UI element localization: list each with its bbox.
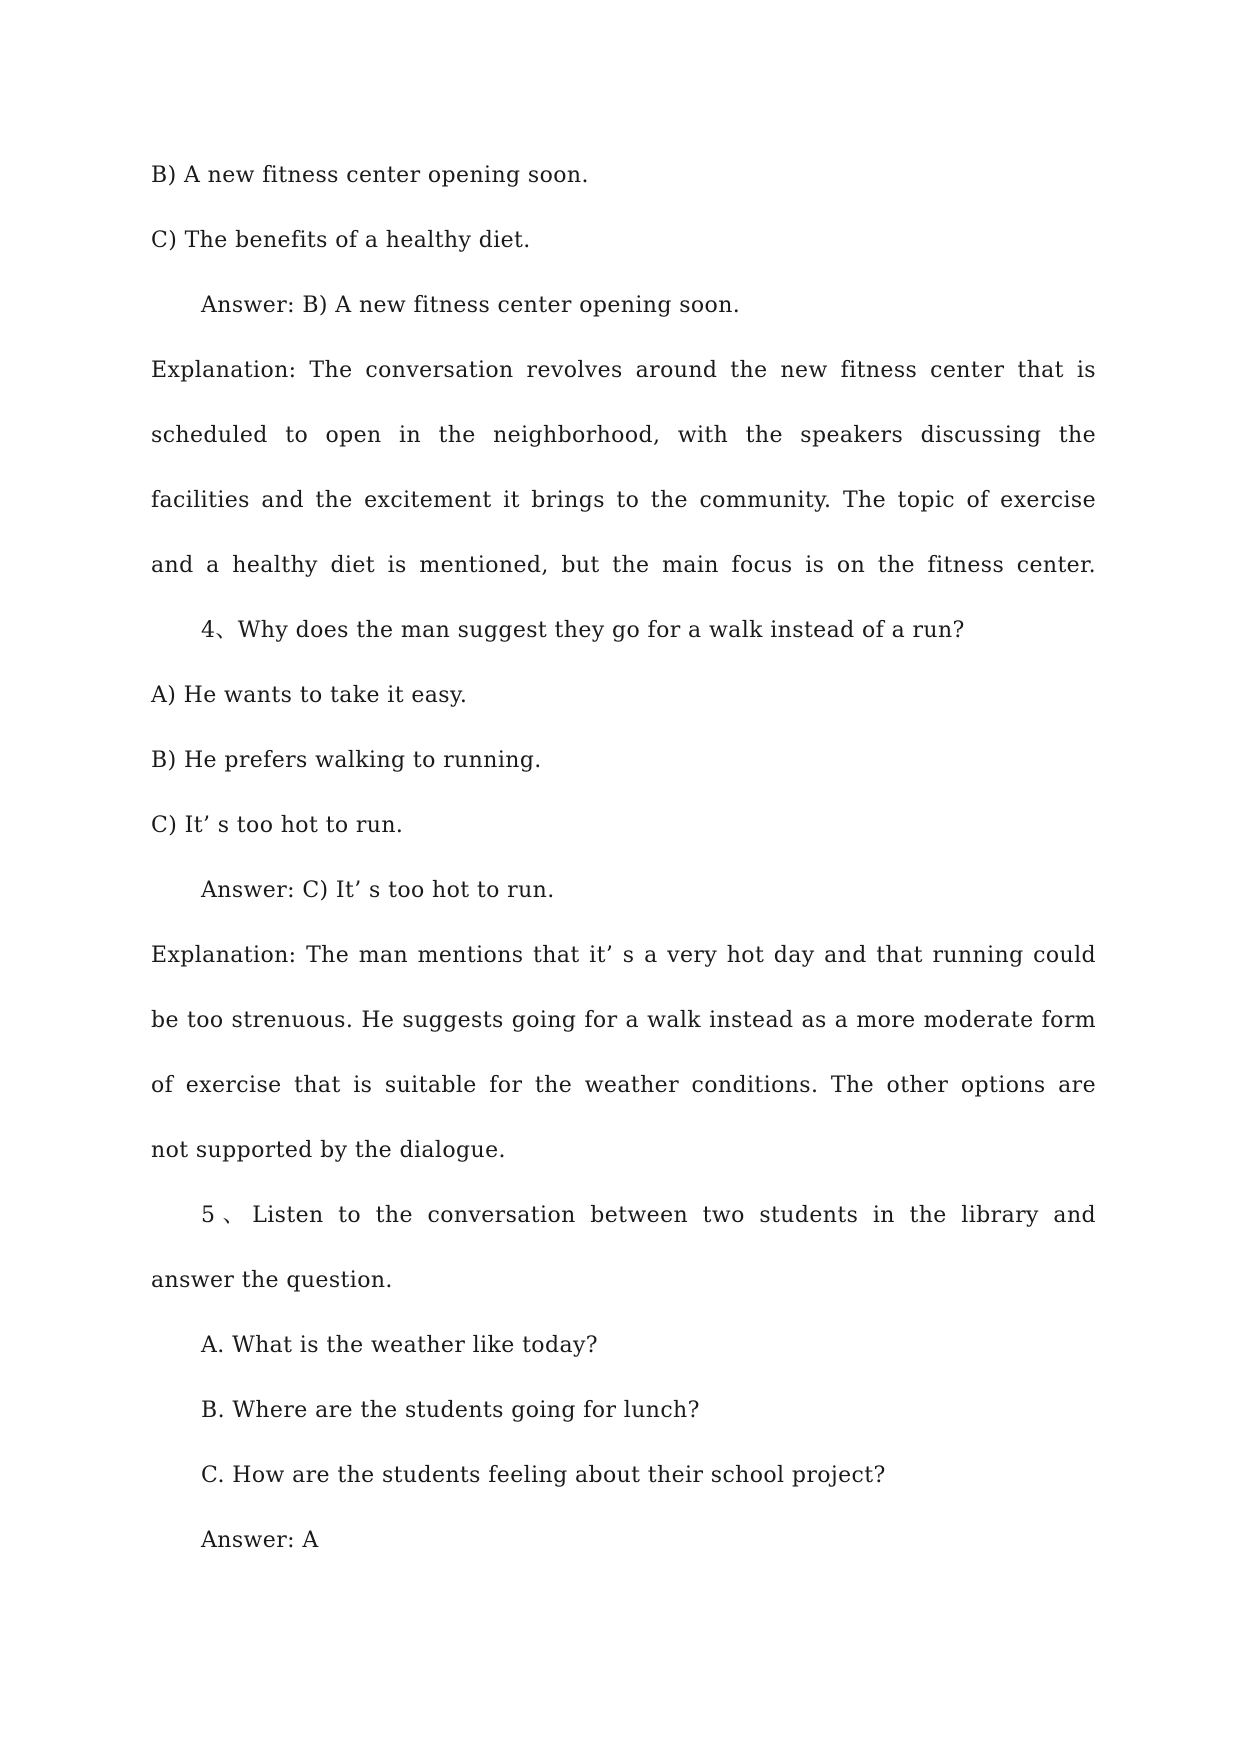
document-page: [151, 143, 1096, 1573]
explanation-line: Explanation: The man mentions that it’ s a very hot day and that running could: [151, 943, 1096, 968]
option-c-line: C) It’ s too hot to run.: [151, 813, 404, 838]
answer-line: Answer: B) A new fitness center opening soon.: [201, 293, 741, 318]
question-4-line: 4、Why does the man suggest they go for a walk instead of a run?: [201, 618, 965, 643]
option-b-line: B) A new fitness center opening soon.: [151, 163, 589, 188]
option-c-line: C. How are the students feeling about their school project?: [201, 1463, 886, 1488]
option-b-line: B. Where are the students going for lunch?: [201, 1398, 700, 1423]
explanation-line: not supported by the dialogue.: [151, 1138, 506, 1163]
option-a-line: A. What is the weather like today?: [201, 1333, 598, 1358]
explanation-line: scheduled to open in the neighborhood, with the speakers discussing the: [151, 423, 1096, 448]
question-5-line: answer the question.: [151, 1268, 393, 1293]
option-c-line: C) The benefits of a healthy diet.: [151, 228, 531, 253]
answer-line: Answer: A: [201, 1528, 319, 1553]
explanation-line: be too strenuous. He suggests going for a walk instead as a more moderate form: [151, 1008, 1096, 1033]
option-a-line: A) He wants to take it easy.: [151, 683, 468, 708]
explanation-line: Explanation: The conversation revolves around the new fitness center that is: [151, 358, 1096, 383]
question-5-line: 5、Listen to the conversation between two students in the library and: [201, 1203, 1096, 1228]
explanation-line: and a healthy diet is mentioned, but the main focus is on the fitness center.: [151, 553, 1096, 578]
option-b-line: B) He prefers walking to running.: [151, 748, 542, 773]
answer-line: Answer: C) It’ s too hot to run.: [201, 878, 555, 903]
explanation-line: of exercise that is suitable for the weather conditions. The other options are: [151, 1073, 1096, 1098]
explanation-line: facilities and the excitement it brings to the community. The topic of exercise: [151, 488, 1096, 513]
